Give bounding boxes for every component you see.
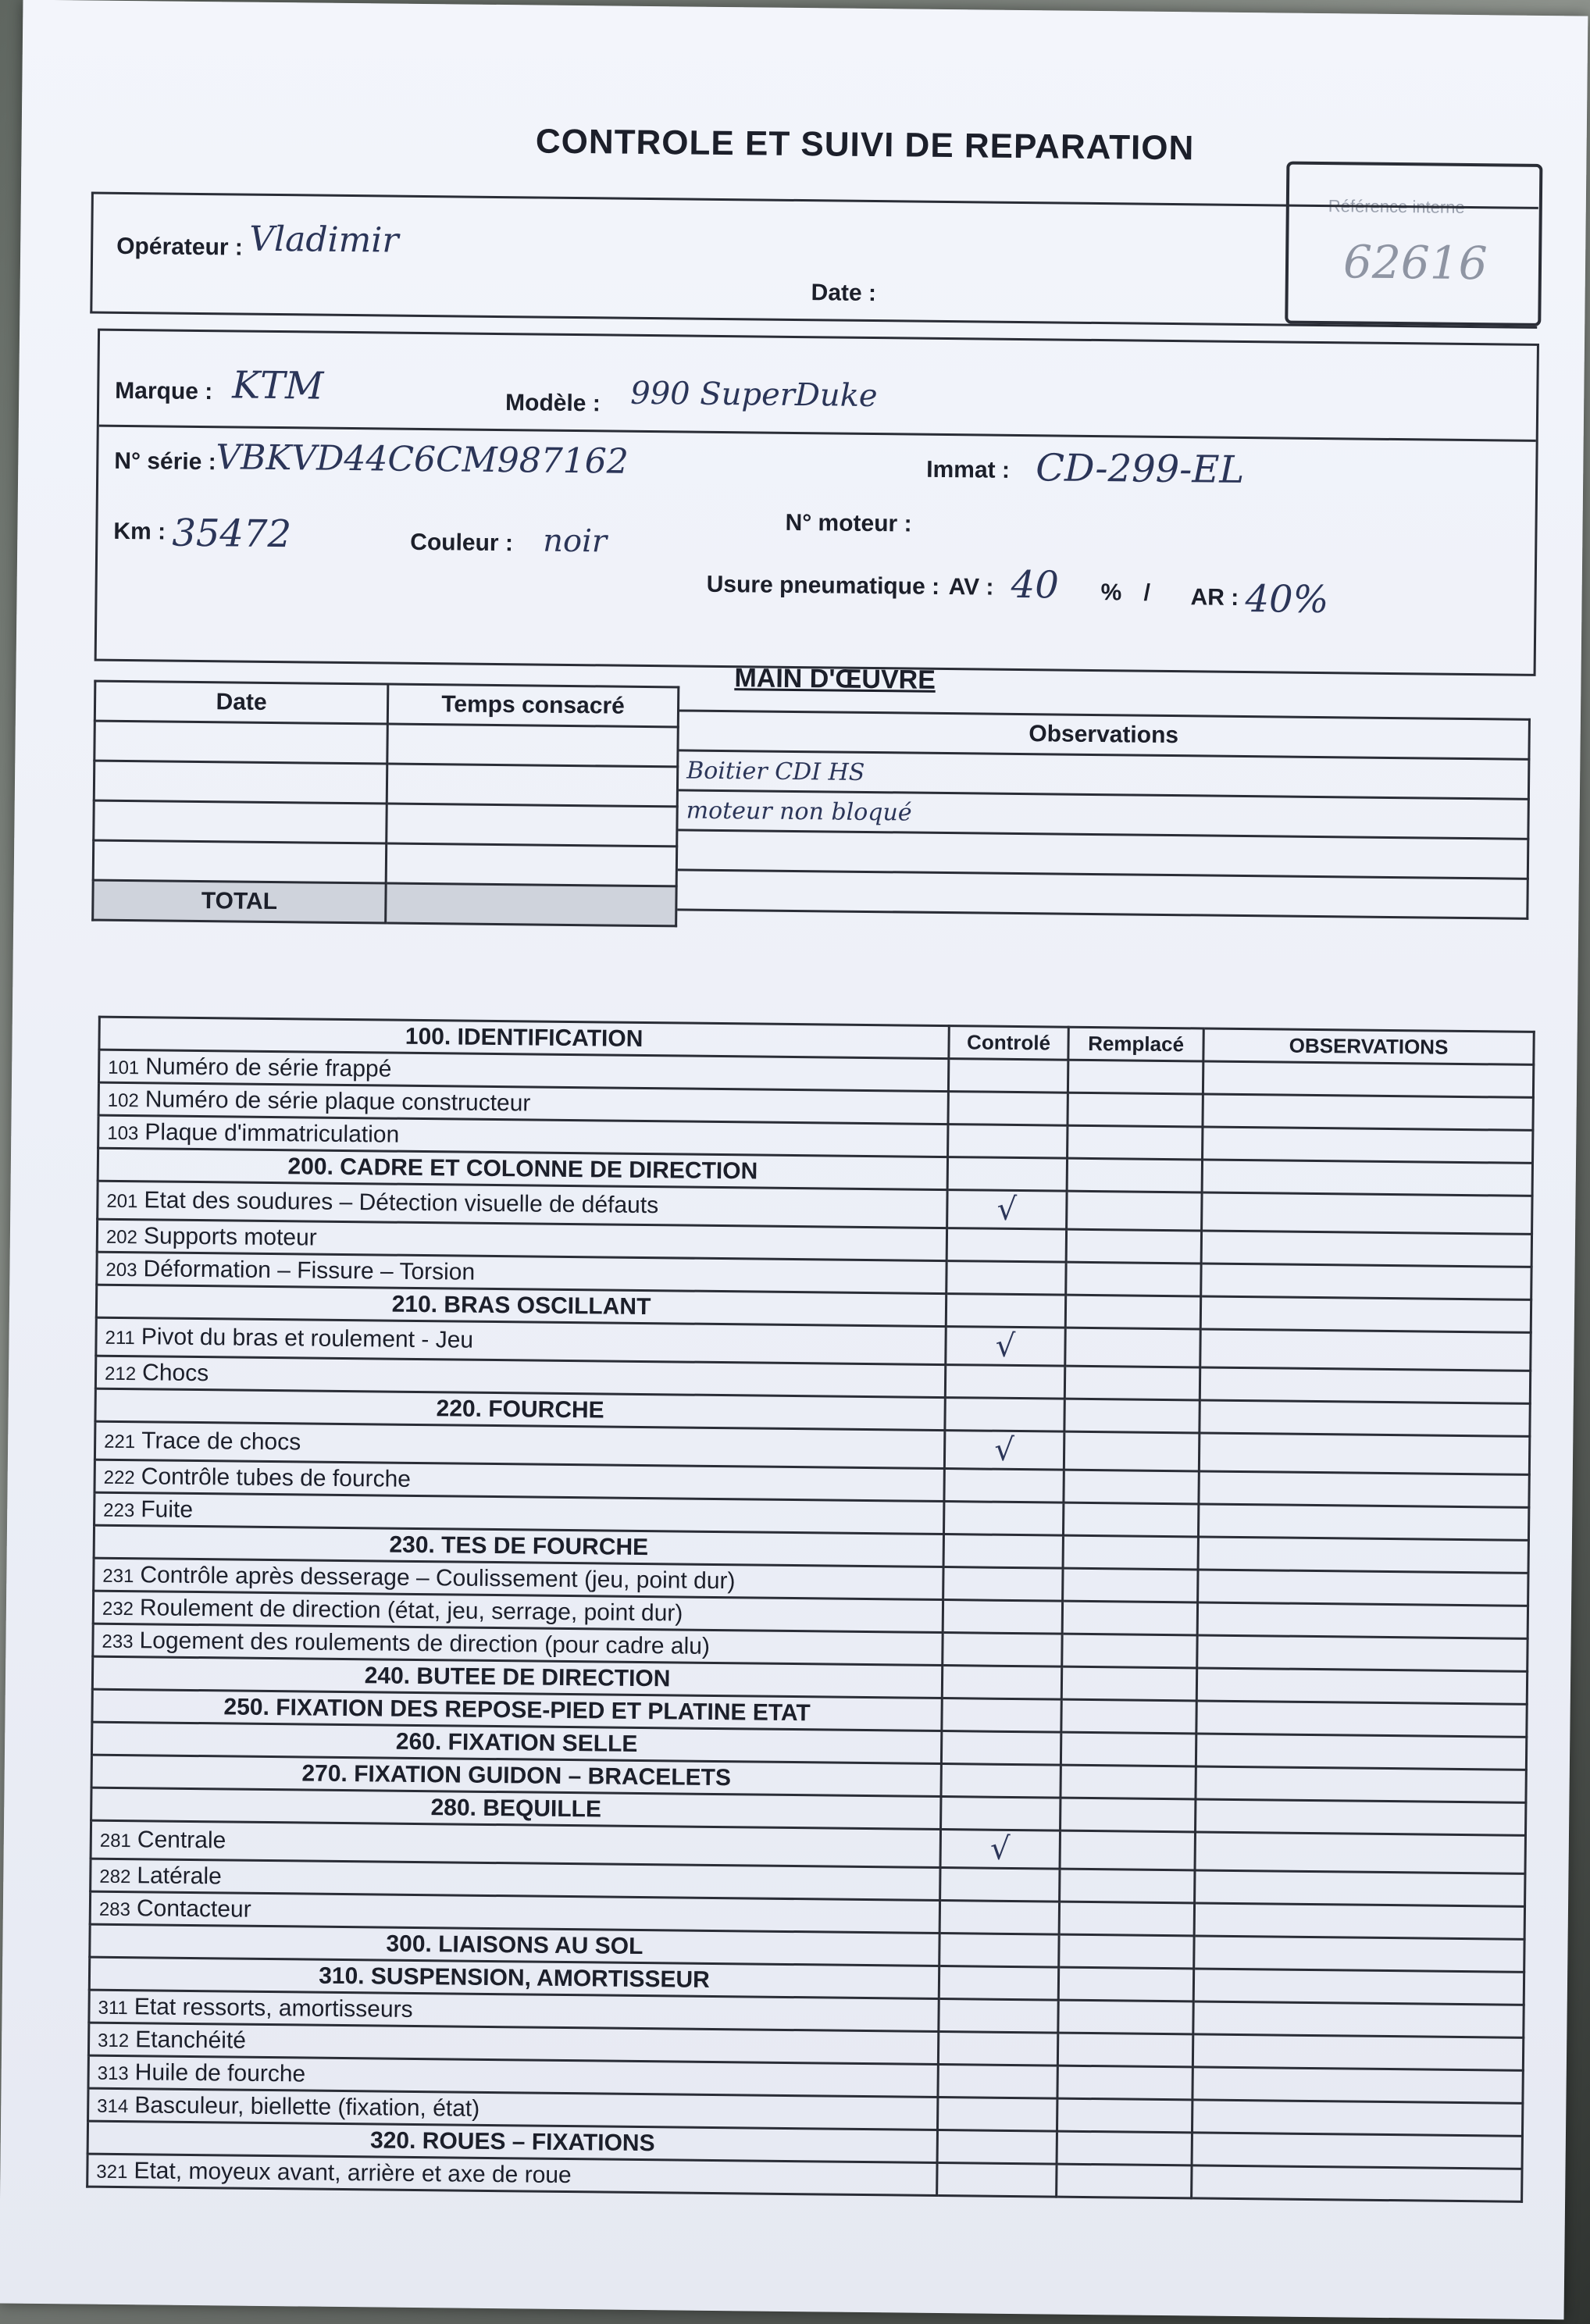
observations-cell bbox=[1196, 1701, 1527, 1737]
controle-cell bbox=[945, 1365, 1064, 1399]
section-heading: 100. IDENTIFICATION bbox=[99, 1017, 949, 1058]
controle-cell bbox=[938, 2065, 1057, 2099]
remplace-cell bbox=[1066, 1262, 1201, 1296]
item-label: Trace de chocs bbox=[141, 1428, 301, 1456]
controle-cell bbox=[941, 1731, 1061, 1766]
remplace-cell bbox=[1064, 1431, 1200, 1471]
labor-cell bbox=[94, 761, 387, 804]
item-number: 222 bbox=[103, 1467, 135, 1488]
section-heading: 280. BEQUILLE bbox=[91, 1788, 941, 1829]
controle-cell bbox=[942, 1698, 1061, 1733]
observations-cell bbox=[1192, 2133, 1522, 2169]
item-label: Supports moteur bbox=[143, 1222, 317, 1251]
controle-cell bbox=[947, 1228, 1066, 1263]
remplace-cell bbox=[1063, 1568, 1198, 1602]
controle-cell bbox=[937, 2130, 1057, 2165]
section-heading: 200. CADRE ET COLONNE DE DIRECTION bbox=[98, 1148, 947, 1189]
controle-cell bbox=[945, 1398, 1064, 1432]
item-number: 314 bbox=[97, 2095, 129, 2117]
observations-cell bbox=[1201, 1231, 1531, 1267]
controle-cell bbox=[938, 2032, 1057, 2066]
remplace-cell bbox=[1068, 1092, 1203, 1127]
labor-cell bbox=[387, 724, 679, 767]
observations-cell bbox=[1198, 1537, 1528, 1573]
remplace-cell bbox=[1057, 2164, 1192, 2198]
item-label: Numéro de série frappé bbox=[145, 1053, 392, 1082]
operator-box bbox=[90, 192, 1538, 329]
col-header-controle: Controlé bbox=[949, 1026, 1068, 1060]
modele-value: 990 SuperDuke bbox=[630, 375, 878, 415]
item-label: Contrôle tubes de fourche bbox=[141, 1463, 412, 1492]
reference-label: Référence interne bbox=[1328, 196, 1465, 217]
controle-cell bbox=[943, 1567, 1063, 1602]
item-label: Roulement de direction (état, jeu, serrage, point dur) bbox=[139, 1594, 683, 1627]
col-header-observations: OBSERVATIONS bbox=[1203, 1028, 1534, 1064]
section-heading: 210. BRAS OSCILLANT bbox=[96, 1285, 946, 1326]
av-ar-separator: / bbox=[1143, 579, 1151, 606]
av-percent: % bbox=[1100, 579, 1122, 606]
item-number: 232 bbox=[102, 1598, 134, 1620]
immat-label: Immat : bbox=[926, 456, 1011, 483]
usure-label: Usure pneumatique : bbox=[706, 571, 940, 600]
section-heading: 270. FIXATION GUIDON – BRACELETS bbox=[91, 1755, 941, 1796]
labor-time-table bbox=[91, 680, 679, 928]
item-label: Numéro de série plaque constructeur bbox=[144, 1085, 531, 1116]
remplace-cell bbox=[1064, 1399, 1200, 1433]
remplace-cell bbox=[1062, 1634, 1197, 1668]
km-value: 35472 bbox=[172, 511, 292, 557]
labor-observation-line bbox=[677, 870, 1528, 918]
item-number: 202 bbox=[105, 1226, 138, 1248]
reference-value: 62616 bbox=[1342, 235, 1488, 290]
observations-cell bbox=[1201, 1264, 1531, 1299]
item-number: 281 bbox=[99, 1830, 132, 1852]
item-number: 233 bbox=[102, 1631, 134, 1652]
marque-label: Marque : bbox=[115, 377, 213, 405]
labor-cell bbox=[93, 840, 387, 883]
controle-cell bbox=[937, 2098, 1057, 2132]
observations-cell bbox=[1192, 2067, 1523, 2103]
controle-cell bbox=[944, 1469, 1064, 1503]
inspection-checklist-table bbox=[86, 1016, 1535, 2203]
serie-value: VBKVD44C6CM987162 bbox=[216, 437, 629, 482]
labor-col-temps: Temps consacré bbox=[387, 684, 679, 727]
item-number: 283 bbox=[98, 1898, 131, 1920]
checkmark: √ bbox=[994, 1431, 1015, 1468]
operator-signature: Vladimir bbox=[249, 219, 399, 261]
remplace-cell bbox=[1061, 1732, 1196, 1766]
couleur-value: noir bbox=[543, 522, 608, 560]
item-number: 223 bbox=[103, 1499, 135, 1521]
controle-cell bbox=[941, 1764, 1061, 1798]
labor-observations-table bbox=[677, 709, 1531, 919]
observations-cell bbox=[1203, 1061, 1533, 1097]
remplace-cell bbox=[1062, 1601, 1197, 1635]
controle-cell bbox=[939, 1901, 1059, 1935]
immat-value: CD-299-EL bbox=[1035, 446, 1245, 492]
marque-value: KTM bbox=[232, 363, 324, 408]
observations-cell bbox=[1192, 2100, 1522, 2136]
observations-cell bbox=[1202, 1192, 1532, 1234]
main-oeuvre-title: MAIN D'ŒUVRE bbox=[734, 663, 936, 695]
item-label: Contacteur bbox=[136, 1894, 251, 1923]
observations-cell bbox=[1193, 1969, 1524, 2005]
observations-cell bbox=[1193, 2001, 1524, 2037]
labor-observation-line: Boitier CDI HS bbox=[679, 750, 1529, 799]
item-label: Fuite bbox=[141, 1495, 194, 1523]
controle-cell bbox=[943, 1502, 1063, 1536]
remplace-cell bbox=[1059, 1902, 1194, 1936]
remplace-cell bbox=[1060, 1830, 1196, 1870]
item-label: Etat ressorts, amortisseurs bbox=[134, 1993, 413, 2023]
item-label: Etanchéité bbox=[135, 2026, 247, 2054]
item-number: 321 bbox=[96, 2161, 128, 2183]
section-heading: 260. FIXATION SELLE bbox=[91, 1722, 941, 1763]
section-heading: 310. SUSPENSION, AMORTISSEUR bbox=[89, 1957, 939, 1998]
operator-label: Opérateur : bbox=[116, 233, 244, 261]
modele-label: Modèle : bbox=[504, 390, 601, 417]
observations-cell bbox=[1203, 1094, 1533, 1130]
ar-value: 40% bbox=[1245, 577, 1329, 622]
controle-cell bbox=[943, 1633, 1062, 1667]
ar-label: AR : bbox=[1190, 584, 1239, 611]
remplace-cell bbox=[1057, 2033, 1192, 2067]
controle-cell bbox=[946, 1294, 1065, 1328]
col-header-remplace: Remplacé bbox=[1068, 1027, 1203, 1061]
labor-total-label: TOTAL bbox=[93, 880, 387, 923]
item-label: Centrale bbox=[137, 1827, 226, 1854]
labor-observation-line: moteur non bloqué bbox=[678, 790, 1528, 839]
observations-cell bbox=[1199, 1471, 1529, 1507]
remplace-cell bbox=[1057, 2066, 1192, 2100]
controle-cell bbox=[947, 1157, 1067, 1192]
serie-label: N° série : bbox=[114, 447, 216, 476]
controle-cell bbox=[943, 1600, 1062, 1634]
item-number: 231 bbox=[102, 1565, 134, 1587]
remplace-cell bbox=[1066, 1229, 1201, 1264]
remplace-cell bbox=[1067, 1191, 1203, 1231]
item-number: 201 bbox=[106, 1190, 138, 1213]
remplace-cell bbox=[1061, 1798, 1196, 1832]
observations-cell bbox=[1196, 1734, 1526, 1770]
observations-cell bbox=[1200, 1296, 1531, 1332]
remplace-cell bbox=[1061, 1699, 1196, 1734]
remplace-cell bbox=[1058, 1967, 1193, 2001]
observations-cell bbox=[1196, 1799, 1526, 1835]
labor-total-value bbox=[386, 883, 677, 926]
controle-cell bbox=[942, 1666, 1061, 1700]
item-number: 221 bbox=[104, 1431, 136, 1453]
observations-cell bbox=[1199, 1433, 1529, 1474]
observations-cell bbox=[1197, 1602, 1528, 1638]
observations-cell bbox=[1192, 2165, 1522, 2201]
section-heading: 250. FIXATION DES REPOSE-PIED ET PLATINE ETAT bbox=[92, 1689, 942, 1731]
observations-cell bbox=[1194, 1903, 1524, 1939]
item-number: 203 bbox=[105, 1259, 137, 1281]
item-label: Latérale bbox=[137, 1862, 222, 1889]
controle-cell bbox=[941, 1797, 1061, 1831]
remplace-cell bbox=[1058, 2000, 1193, 2034]
item-label: Etat des soudures – Détection visuelle de défauts bbox=[144, 1187, 659, 1219]
observations-cell bbox=[1203, 1127, 1533, 1163]
remplace-cell bbox=[1057, 2098, 1192, 2133]
remplace-cell bbox=[1063, 1535, 1198, 1570]
checkmark: √ bbox=[989, 1830, 1011, 1867]
item-label: Logement des roulements de direction (pour cadre alu) bbox=[139, 1627, 711, 1659]
controle-cell bbox=[939, 1966, 1058, 2001]
controle-cell bbox=[948, 1092, 1068, 1126]
item-label: Plaque d'immatriculation bbox=[144, 1118, 400, 1148]
item-number: 211 bbox=[105, 1327, 135, 1349]
controle-cell bbox=[948, 1125, 1068, 1159]
remplace-cell bbox=[1065, 1328, 1201, 1367]
section-heading: 300. LIAISONS AU SOL bbox=[90, 1924, 939, 1966]
labor-cell bbox=[387, 804, 678, 847]
item-label: Contrôle après desserage – Coulissement (jeu, point dur) bbox=[140, 1561, 736, 1594]
item-label: Etat, moyeux avant, arrière et axe de roue bbox=[134, 2157, 572, 2188]
couleur-label: Couleur : bbox=[410, 529, 514, 557]
vehicle-info-box bbox=[94, 329, 1539, 676]
remplace-cell bbox=[1064, 1366, 1200, 1400]
controle-cell bbox=[947, 1261, 1066, 1296]
remplace-cell bbox=[1063, 1502, 1198, 1537]
controle-cell bbox=[947, 1190, 1068, 1230]
checkmark: √ bbox=[995, 1328, 1016, 1364]
av-value: 40 bbox=[1011, 562, 1060, 608]
item-label: Huile de fourche bbox=[134, 2058, 306, 2087]
remplace-cell bbox=[1057, 2131, 1192, 2165]
labor-cell bbox=[386, 843, 677, 886]
observations-cell bbox=[1194, 1936, 1524, 1972]
item-number: 102 bbox=[107, 1089, 139, 1111]
controle-cell bbox=[946, 1327, 1066, 1367]
item-label: Basculeur, biellette (fixation, état) bbox=[134, 2091, 480, 2122]
observations-cell bbox=[1196, 1766, 1526, 1802]
item-number: 101 bbox=[108, 1057, 140, 1078]
controle-cell bbox=[939, 1934, 1059, 1968]
observations-cell bbox=[1198, 1504, 1528, 1540]
date-label: Date : bbox=[811, 280, 877, 307]
observations-cell bbox=[1202, 1160, 1532, 1196]
labor-col-observations: Observations bbox=[679, 711, 1529, 759]
controle-cell bbox=[937, 2162, 1057, 2197]
controle-cell bbox=[948, 1059, 1068, 1093]
observations-cell bbox=[1200, 1329, 1531, 1371]
remplace-cell bbox=[1064, 1470, 1199, 1504]
observations-cell bbox=[1195, 1832, 1525, 1873]
controle-cell bbox=[943, 1534, 1063, 1569]
labor-cell bbox=[387, 764, 678, 807]
labor-col-date: Date bbox=[94, 681, 388, 724]
observations-cell bbox=[1192, 2034, 1523, 2070]
item-number: 282 bbox=[99, 1866, 131, 1887]
item-number: 312 bbox=[98, 2030, 130, 2051]
item-label: Déformation – Fissure – Torsion bbox=[143, 1255, 476, 1285]
labor-cell bbox=[94, 800, 387, 843]
item-number: 103 bbox=[107, 1122, 139, 1144]
observations-cell bbox=[1200, 1400, 1530, 1436]
av-label: AV : bbox=[948, 574, 994, 601]
checkmark: √ bbox=[996, 1191, 1018, 1228]
item-number: 313 bbox=[97, 2062, 129, 2084]
remplace-cell bbox=[1061, 1666, 1196, 1701]
km-label: Km : bbox=[113, 518, 166, 545]
remplace-cell bbox=[1067, 1158, 1202, 1192]
controle-cell bbox=[944, 1431, 1064, 1470]
moteur-label: N° moteur : bbox=[785, 509, 912, 537]
remplace-cell bbox=[1065, 1295, 1200, 1329]
observations-cell bbox=[1200, 1367, 1530, 1403]
remplace-cell bbox=[1059, 1934, 1194, 1969]
observations-cell bbox=[1198, 1570, 1528, 1606]
remplace-cell bbox=[1061, 1765, 1196, 1799]
observations-cell bbox=[1197, 1635, 1528, 1671]
controle-cell bbox=[940, 1830, 1061, 1870]
item-label: Pivot du bras et roulement - Jeu bbox=[141, 1324, 474, 1353]
observations-cell bbox=[1195, 1870, 1525, 1906]
remplace-cell bbox=[1068, 1125, 1203, 1160]
item-number: 212 bbox=[104, 1363, 137, 1385]
controle-cell bbox=[939, 1999, 1058, 2034]
observations-cell bbox=[1196, 1668, 1527, 1704]
labor-cell bbox=[94, 721, 388, 764]
controle-cell bbox=[940, 1868, 1060, 1902]
section-heading: 240. BUTEE DE DIRECTION bbox=[92, 1656, 942, 1698]
section-heading: 220. FOURCHE bbox=[95, 1388, 945, 1430]
remplace-cell bbox=[1068, 1060, 1203, 1094]
item-number: 311 bbox=[98, 1997, 128, 2019]
section-heading: 320. ROUES – FIXATIONS bbox=[87, 2121, 937, 2162]
section-heading: 230. TES DE FOURCHE bbox=[94, 1525, 943, 1567]
form-title: CONTROLE ET SUIVI DE REPARATION bbox=[535, 122, 1195, 168]
item-label: Chocs bbox=[141, 1359, 209, 1386]
remplace-cell bbox=[1060, 1869, 1195, 1903]
